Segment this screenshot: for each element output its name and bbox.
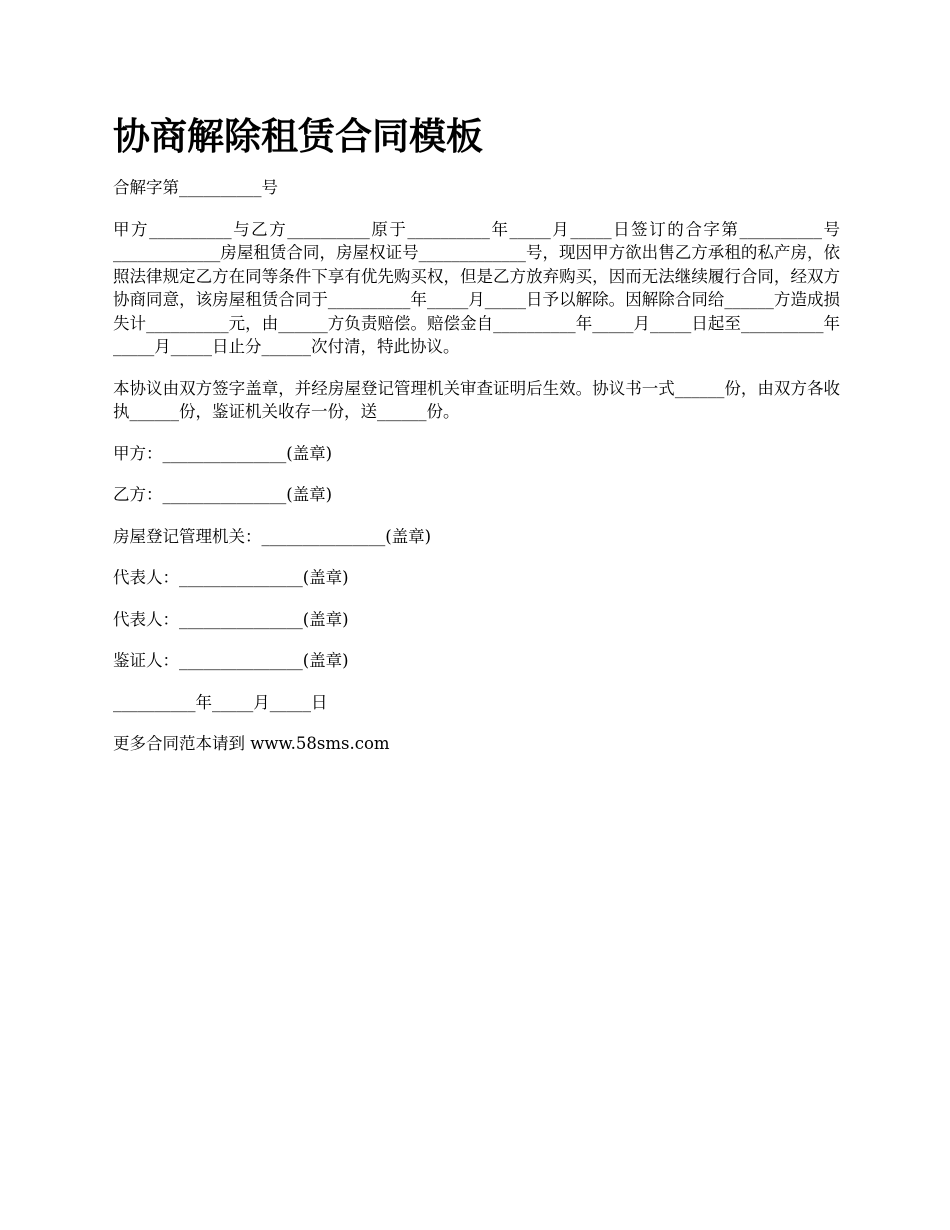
party-b-signature-line: 乙方：_______________(盖章) <box>113 485 333 504</box>
agreement-paragraph-1: 甲方__________与乙方__________原于__________年_____月_____日签订的合字第__________号_____________房屋租赁合同，房屋权证号_____________号，现因甲方欲出售乙方承租的私产房，依照法律规定乙方在同等条件下享有优先购买权，但是乙方放弃购买，因而无法继续履行合同，经双方协商同意，该房屋租赁合同于__________年_____月_____日予以解除。因解除合同给______方造成损失计__________元，由______方负责赔偿。赔偿金自__________年_____月_____日起至__________年_____月_____日止分______次付清，特此协议。 <box>113 219 840 356</box>
party-a-signature-line: 甲方：_______________(盖章) <box>113 443 333 463</box>
representative-signature-line-1: 代表人：_______________(盖章) <box>113 568 349 587</box>
date-line: __________年_____月_____日 <box>113 692 328 712</box>
representative-signature-line-2: 代表人：_______________(盖章) <box>113 609 349 629</box>
reference-number: 合解字第__________号 <box>113 178 278 197</box>
footer-text: 更多合同范本请到 www.58sms.com <box>113 734 390 753</box>
document-page <box>113 110 840 774</box>
agreement-paragraph-2: 本协议由双方签字盖章，并经房屋登记管理机关审查证明后生效。协议书一式______份，由双方各收执______份，鉴证机关收存一份，送______份。 <box>113 378 840 421</box>
document-title: 协商解除租赁合同模板 <box>113 114 483 158</box>
registry-signature-line: 房屋登记管理机关：_______________(盖章) <box>113 526 432 546</box>
witness-signature-line: 鉴证人：_______________(盖章) <box>113 651 349 670</box>
